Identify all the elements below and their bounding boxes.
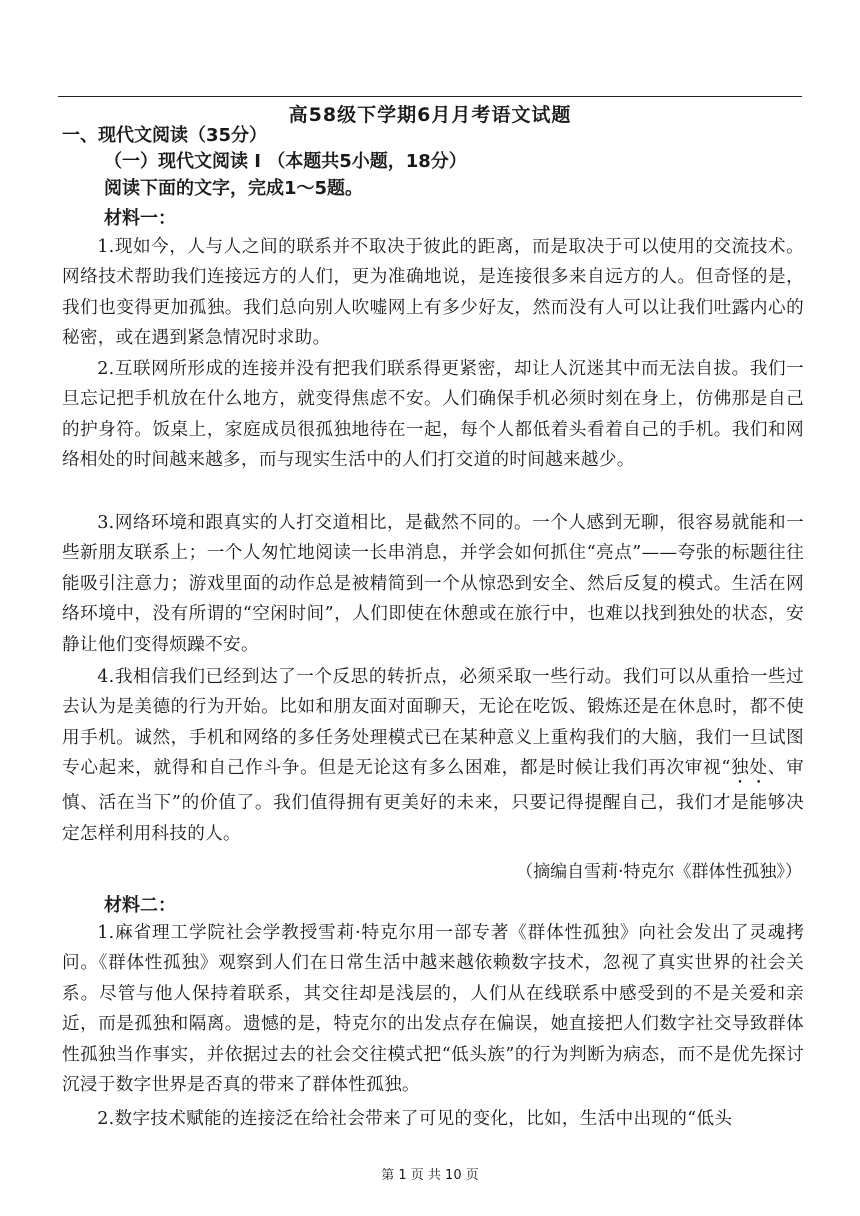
top-rule [58,96,802,97]
section-heading: 一、现代文阅读（35分） [62,125,268,146]
material-1-label: 材料一： [104,208,176,229]
material-2-paragraph-2: 2.数字技术赋能的连接泛在给社会带来了可见的变化，比如，生活中出现的“低头 [97,1109,733,1129]
exam-title: 高58级下学期6月月考语文试题 [288,104,572,126]
material-1-paragraph-3: 3.网络环境和跟真实的人打交道相比，是截然不同的。一个人感到无聊，很容易就能和一些新朋友联系上；一个人匆忙地阅读一长串消息，并学会如何抓住“亮点”——夸张的标题往往能吸引注意力；游戏里面的动作总是被精简到一个从惊恐到安全、然后反复的模式。生活在网络环境中，没有所谓的“空闲时间”，人们即使在休憩或在旅行中，也难以找到独处的状态，安静让他们变得烦躁不安。 [62,513,804,655]
reading-instruction: 阅读下面的文字，完成1～5题。 [104,178,364,199]
emphasized-text: 独处 [730,758,768,779]
material-2-paragraph-1: 1.麻省理工学院社会学教授雪莉·特克尔用一部专著《群体性孤独》向社会发出了灵魂拷问。《群体性孤独》观察到人们在日常生活中越来越依赖数字技术，忽视了真实世界的社会关系。尽管与他人保持着联系，其交往却是浅层的，人们从在线联系中感受到的不是关爱和亲近，而是孤独和隔离。遗憾的是，特克尔的出发点存在偏误，她直接把人们数字社交导致群体性孤独当作事实，并依据过去的社会交往模式把“低头族”的行为判断为病态，而不是优先探讨沉浸于数字世界是否真的带来了群体性孤独。 [62,923,804,1096]
paragraph-4-part-2: 、审慎、活在当下”的价值了。我们值得拥有更美好的未来，只要记得提醒自己，我们才是能够决定怎样利用科技的人。 [62,758,804,844]
subsection-heading: （一）现代文阅读 I （本题共5小题，18分） [104,151,467,172]
paragraph-4-part-1: 4.我相信我们已经到达了一个反思的转折点，必须采取一些行动。我们可以从重拾一些过去认为是美德的行为开始。比如和朋友面对面聊天，无论在吃饭、锻炼还是在休息时，都不使用手机。诚然，手机和网络的多任务处理模式已在某种意义上重构我们的大脑，我们一旦试图专心起来，就得和自己作斗争。但是无论这有多么困难，都是时候让我们再次审视“ [62,667,804,779]
material-1-paragraph-2: 2.互联网所形成的连接并没有把我们联系得更紧密，却让人沉迷其中而无法自拔。我们一旦忘记把手机放在什么地方，就变得焦虑不安。人们确保手机必须时刻在身上，仿佛那是自己的护身符。饭桌上，家庭成员很孤独地待在一起，每个人都低着头看着自己的手机。我们和网络相处的时间越来越多，而与现实生活中的人们打交道的时间越来越少。 [62,359,804,471]
material-1-source: （摘编自雪莉·特克尔《群体性孤独》） [516,862,802,882]
material-2-label: 材料二： [104,895,176,916]
material-1-paragraph-4 [62,662,804,849]
page-number: 第 1 页 共 10 页 [381,1168,479,1183]
material-1-paragraph-1: 1.现如今，人与人之间的联系并不取决于彼此的距离，而是取决于可以使用的交流技术。网络技术帮助我们连接远方的人们，更为准确地说，是连接很多来自远方的人。但奇怪的是，我们也变得更加孤独。我们总向别人吹嘘网上有多少好友，然而没有人可以让我们吐露内心的秘密，或在遇到紧急情况时求助。 [62,237,804,349]
